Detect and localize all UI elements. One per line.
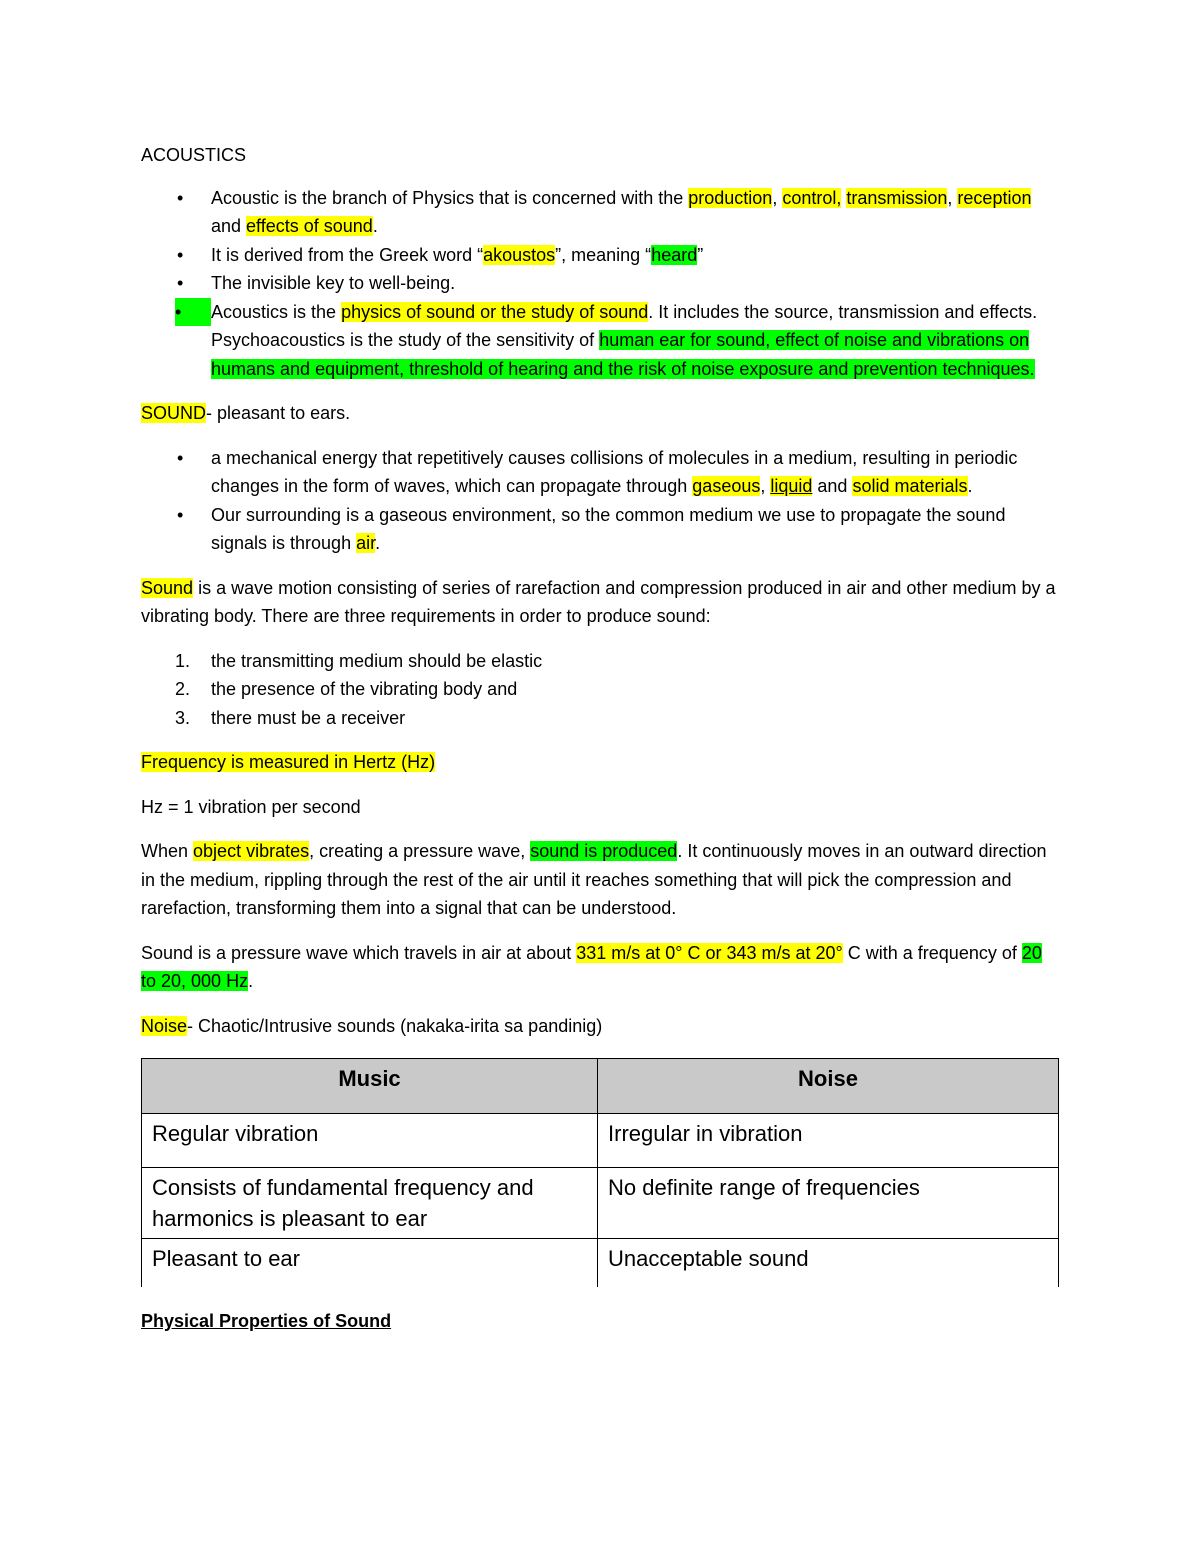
text-run: . (248, 971, 254, 991)
highlight: control, (782, 187, 842, 208)
bullet-highlight: • (175, 298, 211, 327)
highlight: reception (957, 187, 1032, 208)
highlight: Noise (141, 1015, 188, 1036)
list-number: 1. (175, 650, 191, 671)
text-run: a mechanical energy that repetitively causes collisions of molecules in a medium, resulting in periodic changes in the form of waves, which can propagate through (211, 447, 1018, 496)
text-run: - pleasant to ears. (206, 403, 351, 423)
text-run: The invisible key to well-being. (211, 273, 456, 293)
highlight: sound is produced (530, 841, 678, 861)
text-run: It is derived from the Greek word “ (211, 244, 484, 265)
list-item (141, 241, 1061, 270)
text-run: . It continuously moves in an outward direction in the medium, rippling through the rest of the air until it reaches something that will pick the compression and rarefaction, transforming them into a signal that can be understood. (141, 841, 1047, 918)
list-item (141, 501, 1061, 558)
text-run: C with a frequency of (842, 942, 1022, 963)
text-run: the transmitting medium should be elastic (211, 650, 543, 671)
list-item (141, 704, 1061, 733)
text-run: - Chaotic/Intrusive sounds (nakaka-irita sa pandinig) (187, 1015, 603, 1036)
text-run: When (141, 841, 194, 861)
highlight: air (356, 533, 376, 553)
list-item (141, 647, 1061, 676)
table-row (142, 1239, 1059, 1288)
list-number: 3. (175, 707, 191, 728)
text-run: Our surrounding is a gaseous environment, so the common medium we use to propagate the sound signals is through (211, 504, 1006, 553)
text-run: , (947, 187, 958, 208)
hz-definition: Hz = 1 vibration per second (141, 796, 361, 817)
section-heading: Physical Properties of Sound (141, 1311, 392, 1331)
sound-wave-paragraph (141, 574, 1061, 631)
text-run: ” (697, 244, 704, 265)
text-run: . (372, 216, 378, 236)
bullet-icon: • (177, 273, 184, 293)
highlight: 331 m/s at 0° C or 343 m/s at 20° (576, 942, 843, 963)
vibrates-paragraph (141, 837, 1061, 923)
acoustics-bullet-list (141, 184, 1061, 384)
highlight: human ear for sound, effect of noise and vibrations on humans and equipment, threshold of hearing and the risk of noise exposure and prevention techniques. (211, 330, 1035, 379)
table-cell: Irregular in vibration (598, 1114, 1059, 1168)
highlight: SOUND (141, 403, 207, 423)
text-run: Sound is a pressure wave which travels in air at about (141, 942, 577, 963)
highlight: solid materials (852, 476, 968, 496)
list-item (141, 298, 1061, 384)
highlight: 20 to 20, 000 Hz (141, 942, 1042, 991)
text-run: . It includes the source, transmission and effects. Psychoacoustics is the study of the sensitivity of (211, 301, 1038, 350)
list-item (141, 444, 1061, 501)
text-run: , (772, 187, 783, 208)
bullet-icon: • (177, 244, 184, 265)
table-cell: No definite range of frequencies (598, 1168, 1059, 1239)
table-cell: Pleasant to ear (142, 1239, 598, 1288)
table-header-music: Music (142, 1059, 598, 1114)
table-row (142, 1168, 1059, 1239)
speed-paragraph (141, 939, 1061, 996)
requirements-list (141, 647, 1061, 733)
text-run: Acoustics is the (211, 301, 342, 322)
highlight: object vibrates (193, 841, 310, 861)
table-cell: Regular vibration (142, 1114, 598, 1168)
highlight: transmission (846, 187, 948, 208)
list-item (141, 675, 1061, 704)
document-title: ACOUSTICS (141, 145, 247, 165)
table-header-row (142, 1059, 1059, 1114)
frequency-paragraph (141, 748, 1061, 777)
sound-definition (141, 399, 1061, 428)
text-run: ”, meaning “ (555, 244, 652, 265)
bullet-icon: • (177, 447, 184, 468)
table-header-noise: Noise (598, 1059, 1059, 1114)
text-run: and (812, 476, 853, 496)
text-run: . (967, 476, 973, 496)
text-run: Acoustic is the branch of Physics that is concerned with the (211, 187, 689, 208)
text-run: , (760, 476, 771, 496)
highlight: production (688, 187, 773, 208)
text-run: is a wave motion consisting of series of rarefaction and compression produced in air and other medium by a vibrating body. There are three requirements in order to produce sound: (141, 577, 1056, 626)
highlight: effects of sound (246, 216, 373, 236)
table-cell: Consists of fundamental frequency and harmonics is pleasant to ear (142, 1168, 598, 1239)
text-run: and (211, 216, 247, 236)
music-noise-table (141, 1058, 1059, 1287)
noise-definition (141, 1012, 1061, 1041)
text-run: . (375, 533, 381, 553)
table-row (142, 1114, 1059, 1168)
document-content (141, 141, 1061, 1336)
bullet-icon: • (177, 187, 184, 208)
text-run: the presence of the vibrating body and (211, 679, 518, 699)
text-run: there must be a receiver (211, 707, 406, 728)
table-cell: Unacceptable sound (598, 1239, 1059, 1288)
list-item (141, 184, 1061, 241)
highlight: akoustos (483, 244, 556, 265)
highlight: Sound (141, 577, 194, 598)
list-number: 2. (175, 679, 191, 699)
highlight: heard (651, 244, 698, 265)
bullet-icon: • (177, 504, 184, 525)
highlight: liquid (770, 476, 813, 496)
text-run: , creating a pressure wave, (309, 841, 531, 861)
highlight: physics of sound or the study of sound (341, 301, 649, 322)
highlight: gaseous (692, 476, 761, 496)
highlight: Frequency is measured in Hertz (Hz) (141, 752, 436, 772)
list-item (141, 269, 1061, 298)
sound-bullet-list (141, 444, 1061, 558)
bullet-icon (177, 298, 191, 327)
